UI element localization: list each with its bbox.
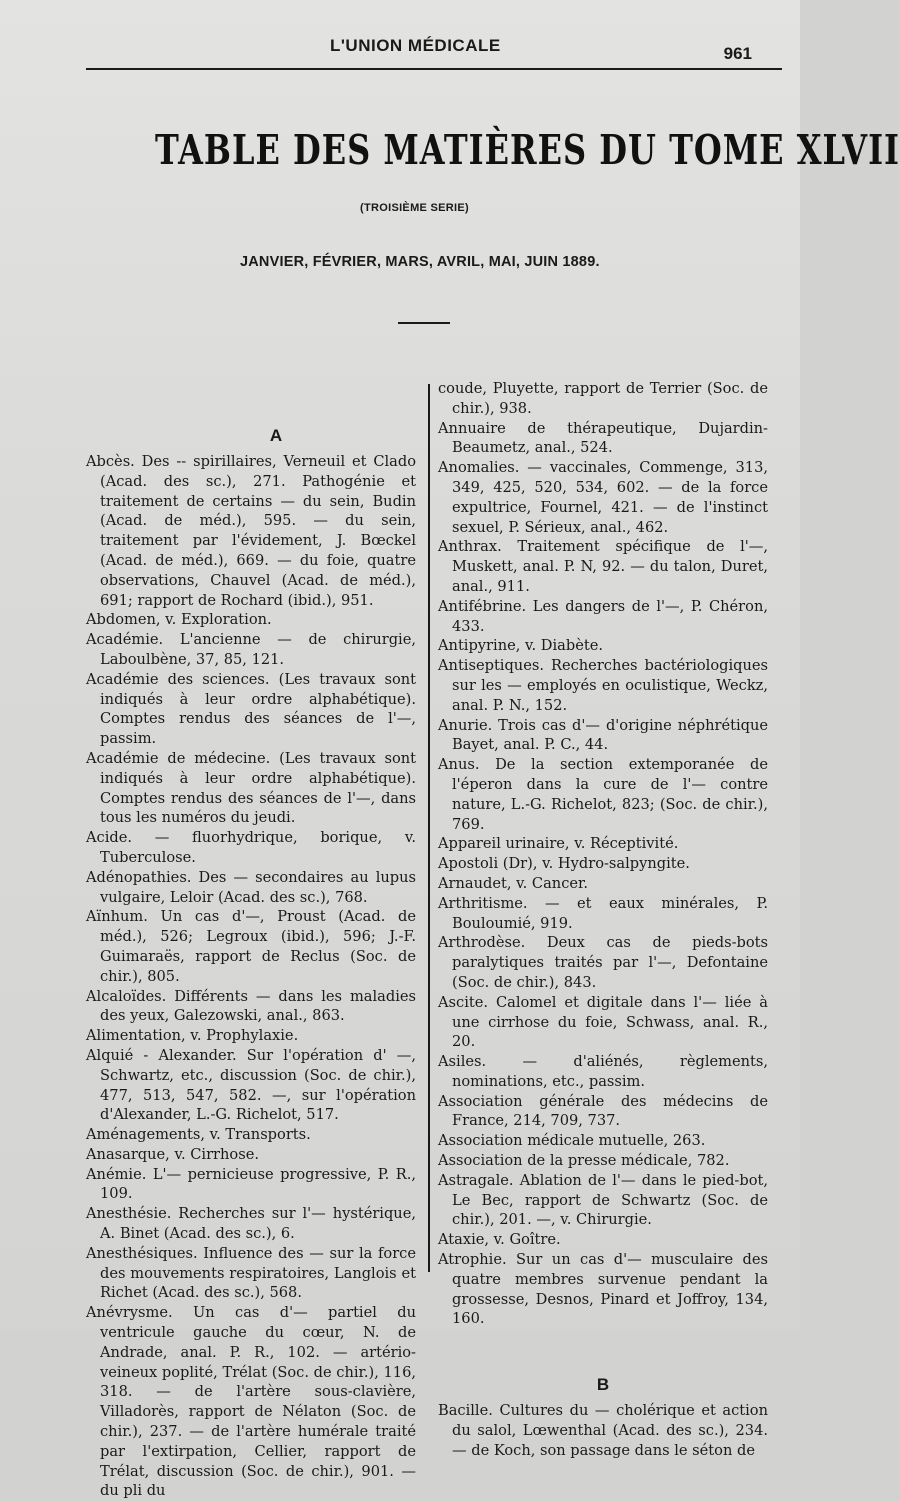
index-entry: Association de la presse médicale, 782.: [438, 1152, 730, 1170]
index-entry: Anémie. L'— pernicieuse progressive, P. R., 109.: [86, 1165, 416, 1203]
index-entry: Aménagements, v. Transports.: [86, 1126, 311, 1144]
index-entry: Annuaire de thérapeutique, Dujardin-Beaumetz, anal., 524.: [438, 419, 768, 457]
right-column: [438, 379, 768, 1461]
index-entry: Alcaloïdes. Différents — dans les maladies des yeux, Galezowski, anal., 863.: [86, 987, 416, 1025]
section-letter-b: B: [596, 1375, 610, 1395]
section-letter-a: A: [269, 426, 283, 445]
index-entry: Antiseptiques. Recherches bactériologiques sur les — employés en oculistique, Weckz, anal. P. N., 152.: [438, 657, 768, 714]
index-entry: Académie de médecine. (Les travaux sont indiqués à leur ordre alphabétique). Comptes rendus des séances de l'—, dans tous les numéros du jeudi.: [86, 749, 416, 827]
section-gap: [438, 1329, 768, 1374]
index-entry: Abcès. Des -- spirillaires, Verneuil et Clado (Acad. des sc.), 271. Pathogénie et traitement de certains — du sein, Budin (Acad. de méd.), 595. — du sein, traitement par l'évidement, J. Bœckel (Acad. de méd.), 669. — du foie, quatre observations, Chauvel (Acad. de méd.), 691; rapport de Rochard (ibid.), 951.: [86, 453, 416, 609]
index-entry: Apostoli (Dr), v. Hydro-salpyngite.: [438, 855, 690, 873]
index-entry: Alimentation, v. Prophylaxie.: [86, 1027, 299, 1045]
index-entries-right-b: [438, 1401, 768, 1460]
index-entry: Adénopathies. Des — secondaires au lupus vulgaire, Leloir (Acad. des sc.), 768.: [86, 868, 416, 906]
index-entry: Anthrax. Traitement spécifique de l'—, Muskett, anal. P. N, 92. — du talon, Duret, anal., 911.: [438, 538, 768, 595]
index-entry: coude, Pluyette, rapport de Terrier (Soc. de chir.), 938.: [438, 380, 768, 417]
index-entry: Abdomen, v. Exploration.: [86, 611, 272, 629]
index-entry: Anesthésie. Recherches sur l'— hystérique, A. Binet (Acad. des sc.), 6.: [86, 1205, 416, 1243]
index-entry: Acide. — fluorhydrique, borique, v. Tuberculose.: [86, 829, 416, 866]
index-entry: Arthritisme. — et eaux minérales, P. Bouloumié, 919.: [438, 894, 768, 932]
index-entry: Astragale. Ablation de l'— dans le pied-bot, Le Bec, rapport de Schwartz (Soc. de chir.), 201. —, v. Chirurgie.: [438, 1171, 768, 1229]
index-entry: Association médicale mutuelle, 263.: [438, 1132, 706, 1150]
index-entry: Antifébrine. Les dangers de l'—, P. Chéron, 433.: [438, 597, 768, 635]
column-divider: [428, 384, 430, 1272]
index-entry: Association générale des médecins de France, 214, 709, 737.: [438, 1092, 768, 1130]
index-entries-left: [86, 452, 416, 1501]
index-entry: Anévrysme. Un cas d'— partiel du ventricule gauche du cœur, N. de Andrade, anal. P. R., 102. — artério-veineux poplité, Trélat (Soc. de chir.), 116, 318. — de l'artère sous-clavière, Villadorès, rapport de Nélaton (Soc. de chir.), 237. — de l'artère humérale traité par l'extirpation, Cellier, rapport de Trélat, discussion (Soc. de chir.), 901. — du pli du: [86, 1304, 416, 1500]
date-range: JANVIER, FÉVRIER, MARS, AVRIL, MAI, JUIN 1889.: [240, 254, 600, 270]
index-entry: Arthrodèse. Deux cas de pieds-bots paralytiques traités par l'—, Defontaine (Soc. de chir.), 843.: [438, 934, 768, 991]
index-entry: Alquié - Alexander. Sur l'opération d' —, Schwartz, etc., discussion (Soc. de chir.), 477, 513, 547, 582. —, sur l'opération d'Alexander, L.-G. Richelot, 517.: [86, 1046, 416, 1124]
index-entry: Arnaudet, v. Cancer.: [438, 874, 589, 892]
series-subtitle: (TROISIÈME SERIE): [360, 202, 469, 214]
title-rule: [398, 322, 450, 324]
index-entry: Académie. L'ancienne — de chirurgie, Laboulbène, 37, 85, 121.: [86, 631, 416, 668]
index-entry: Anurie. Trois cas d'— d'origine néphrétique Bayet, anal. P. C., 44.: [438, 716, 768, 754]
index-entry: Anomalies. — vaccinales, Commenge, 313, 349, 425, 520, 534, 602. — de la force expultrice, Fournel, 421. — de l'instinct sexuel, P. Sérieux, anal., 462.: [438, 459, 768, 536]
index-entry: Aïnhum. Un cas d'—, Proust (Acad. de méd.), 526; Legroux (ibid.), 596; J.-F. Guimaraës, rapport de Reclus (Soc. de chir.), 805.: [86, 908, 416, 985]
index-entry: Anasarque, v. Cirrhose.: [86, 1145, 259, 1163]
page-number: 961: [723, 44, 752, 63]
index-entries-right: [438, 379, 768, 1329]
running-head: L'UNION MÉDICALE: [330, 36, 501, 55]
index-entry: Appareil urinaire, v. Réceptivité.: [438, 835, 679, 853]
index-entry: Ascite. Calomel et digitale dans l'— liée à une cirrhose du foie, Schwass, anal. R., 20.: [438, 993, 768, 1051]
index-entry: Bacille. Cultures du — cholérique et action du salol, Lœwenthal (Acad. des sc.), 234. — de Koch, son passage dans le séton de: [438, 1402, 768, 1459]
left-column: [86, 425, 416, 1501]
index-entry: Ataxie, v. Goître.: [438, 1231, 561, 1249]
page-title: TABLE DES MATIÈRES DU TOME XLVII: [155, 125, 900, 175]
index-entry: Antipyrine, v. Diabète.: [438, 637, 603, 655]
index-entry: Atrophie. Sur un cas d'— musculaire des quatre membres survenue pendant la grossesse, Desnos, Pinard et Joffroy, 134, 160.: [438, 1251, 768, 1328]
index-entry: Asiles. — d'aliénés, règlements, nominations, etc., passim.: [438, 1053, 768, 1090]
index-entry: Anesthésiques. Influence des — sur la force des mouvements respiratoires, Langlois et Richet (Acad. des sc.), 568.: [86, 1244, 416, 1302]
index-entry: Anus. De la section extemporanée de l'éperon dans la cure de l'— contre nature, L.-G. Richelot, 823; (Soc. de chir.), 769.: [438, 756, 768, 833]
header-rule: [86, 68, 782, 70]
index-entry: Académie des sciences. (Les travaux sont indiqués à leur ordre alphabétique). Comptes rendus des séances de l'—, passim.: [86, 670, 416, 748]
